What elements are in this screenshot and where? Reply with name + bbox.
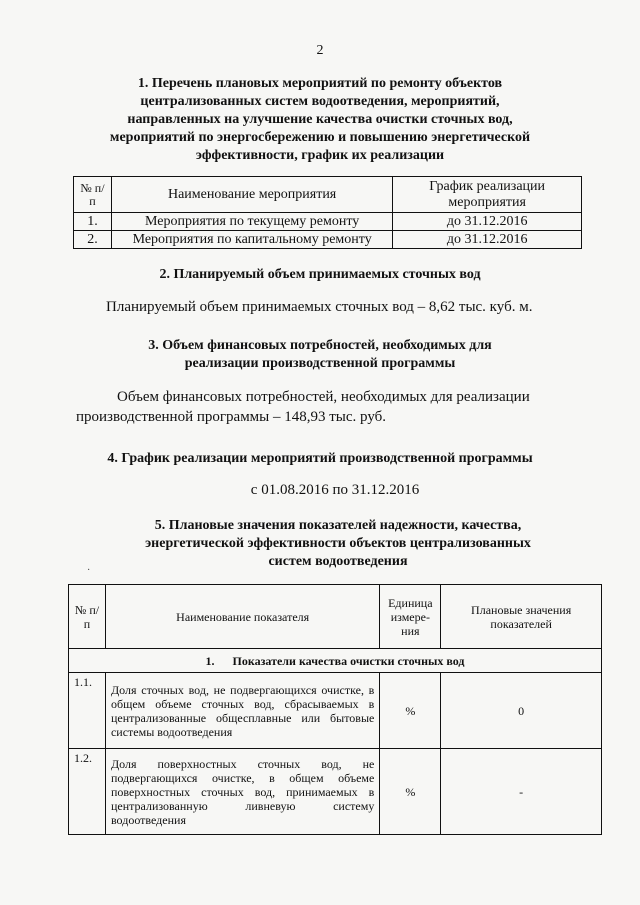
section-3-text-line: производственной программы – 148,93 тыс. руб. <box>76 409 387 425</box>
row-activity: Мероприятия по текущему ремонту <box>111 213 392 231</box>
row-number: 2. <box>74 231 112 249</box>
section-5-title-line: энергетической эффективности объектов централизованных <box>145 536 531 551</box>
section-1-title-line: централизованных систем водоотведения, мероприятий, <box>140 94 500 109</box>
section-3-title <box>0 337 640 373</box>
row-indicator: Доля поверхностных сточных вод, не подвергающихся очистке, в общем объеме поверхностных сточных вод, принимаемых в централизованную ливневую систему водоотведения <box>105 749 379 835</box>
table-row <box>69 749 602 835</box>
section-3-title-line: реализации производственной программы <box>184 356 456 371</box>
row-indicator: Доля сточных вод, не подвергающихся очистке, в общем объеме сточных вод, сбрасываемых в централизованные общесплавные или бытовые системы водоотведения <box>105 673 379 749</box>
header-indicator-name: Наименование показателя <box>105 585 379 649</box>
section-2-text: Планируемый объем принимаемых сточных вод – 8,62 тыс. куб. м. <box>106 299 533 315</box>
section-1-title-line: эффективности, график их реализации <box>195 148 445 163</box>
section-5-title <box>18 517 640 571</box>
section-2-title: 2. Планируемый объем принимаемых сточных вод <box>159 267 481 282</box>
group-title: Показатели качества очистки сточных вод <box>232 653 465 668</box>
section-4-title: 4. График реализации мероприятий производственной программы <box>107 451 533 466</box>
header-unit: Единица измере-ния <box>380 585 441 649</box>
header-number: № п/п <box>74 177 112 213</box>
group-row <box>69 649 602 673</box>
header-planned-values: Плановые значения показателей <box>441 585 602 649</box>
section-1-title-line: мероприятий по энергосбережению и повышению энергетической <box>109 130 531 145</box>
row-unit: % <box>380 749 441 835</box>
page-number: 2 <box>316 43 324 58</box>
group-number: 1. <box>205 653 215 668</box>
group-title-cell <box>69 649 602 673</box>
table-row <box>74 213 582 231</box>
row-number: 1.1. <box>69 673 106 749</box>
row-number: 1.2. <box>69 749 106 835</box>
header-schedule: График реализации мероприятия <box>393 177 582 213</box>
activities-table <box>73 176 582 249</box>
section-4-dates: с 01.08.2016 по 31.12.2016 <box>250 482 420 498</box>
table-header-row <box>69 585 602 649</box>
header-activity-name: Наименование мероприятия <box>111 177 392 213</box>
row-deadline: до 31.12.2016 <box>393 213 582 231</box>
row-number: 1. <box>74 213 112 231</box>
section-3-text-line: Объем финансовых потребностей, необходимых для реализации <box>117 389 530 405</box>
section-1-title <box>0 75 640 165</box>
margin-mark: · <box>87 565 91 576</box>
section-5-title-line: 5. Плановые значения показателей надежности, качества, <box>154 518 522 533</box>
row-deadline: до 31.12.2016 <box>393 231 582 249</box>
row-value: - <box>441 749 602 835</box>
row-activity: Мероприятия по капитальному ремонту <box>111 231 392 249</box>
header-number: № п/п <box>69 585 106 649</box>
row-unit: % <box>380 673 441 749</box>
row-value: 0 <box>441 673 602 749</box>
section-1-title-line: направленных на улучшение качества очистки сточных вод, <box>127 112 513 127</box>
section-1-title-line: 1. Перечень плановых мероприятий по ремонту объектов <box>137 76 503 91</box>
section-5-title-line: систем водоотведения <box>268 554 408 569</box>
table-row <box>74 231 582 249</box>
table-row <box>69 673 602 749</box>
indicators-table <box>68 584 602 835</box>
table-header-row <box>74 177 582 213</box>
section-3-title-line: 3. Объем финансовых потребностей, необходимых для <box>148 338 492 353</box>
